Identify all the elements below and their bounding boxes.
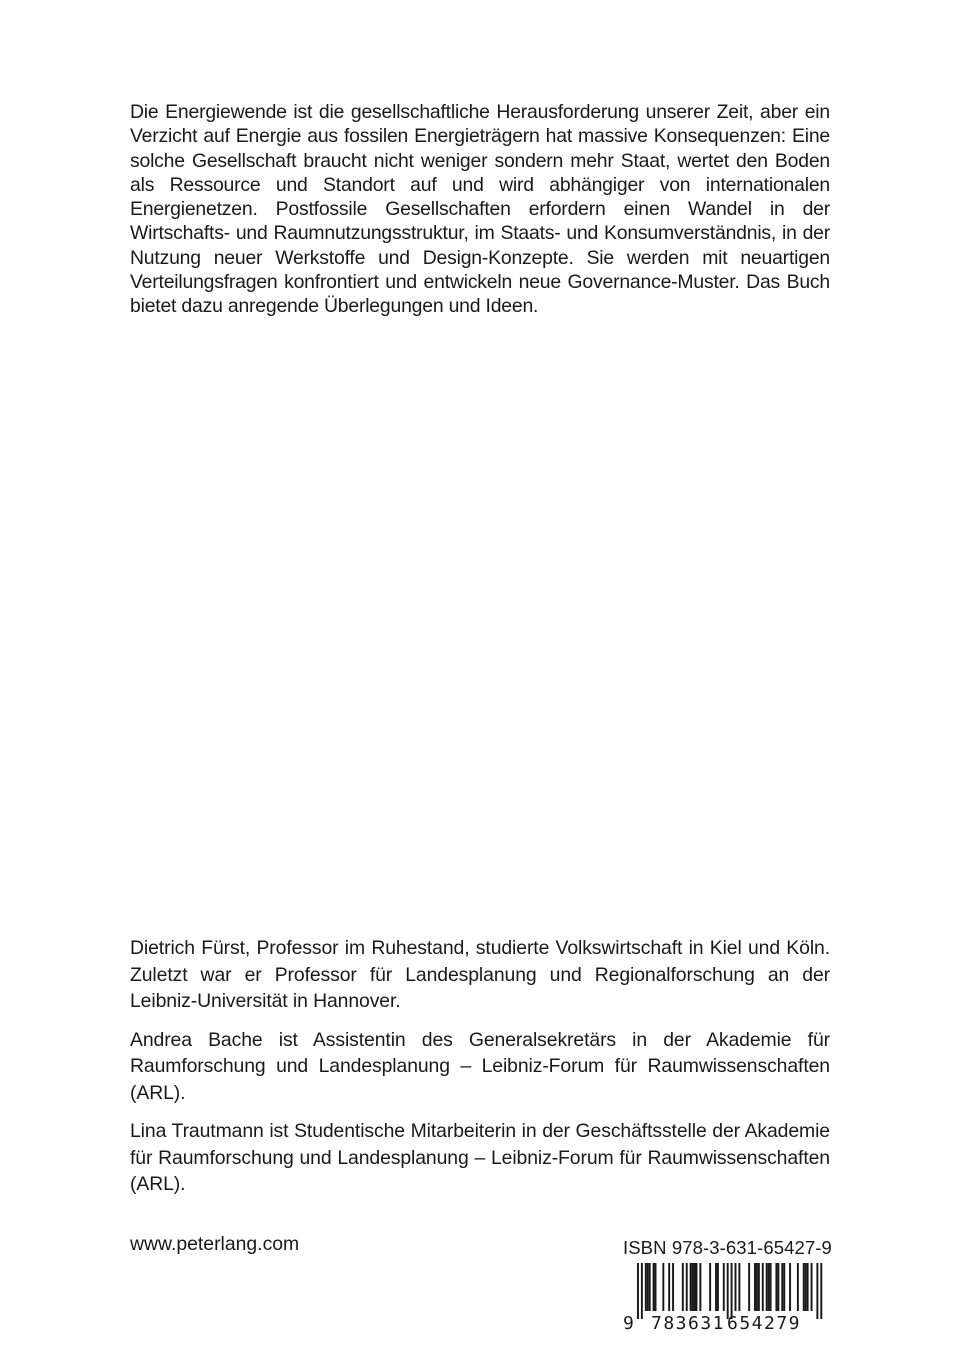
- barcode-bar: [766, 1263, 768, 1311]
- barcode-bar: [738, 1263, 740, 1311]
- publisher-website: www.peterlang.com: [130, 1233, 300, 1255]
- barcode-bar: [649, 1263, 651, 1311]
- barcode-bar: [807, 1263, 809, 1311]
- barcode-bar: [653, 1263, 655, 1311]
- barcode-bar: [682, 1263, 684, 1311]
- barcode-bar: [754, 1263, 756, 1311]
- barcode-bar: [756, 1263, 758, 1311]
- isbn-label: ISBN 978-3-631-65427-9: [623, 1237, 832, 1258]
- barcode-bar: [709, 1263, 711, 1311]
- barcode-bar: [715, 1263, 717, 1311]
- barcode-bar: [820, 1263, 822, 1319]
- barcode-bar: [672, 1263, 674, 1311]
- barcode-bar: [645, 1263, 647, 1311]
- barcode-digits-right: 654279: [727, 1313, 802, 1334]
- barcode-bar: [735, 1263, 737, 1311]
- barcode-digits-left: 783631: [651, 1313, 726, 1334]
- barcode-bar: [775, 1263, 777, 1311]
- barcode-bar: [692, 1263, 694, 1311]
- author-bio-fuerst: Dietrich Fürst, Professor im Ruhestand, studierte Volkswirtschaft in Kiel und Köln. Zuletzt war er Professor für Landesplanung und Regionalforschung an der Leibniz-Universität in Hannover.: [130, 937, 830, 1012]
- barcode-bar: [758, 1263, 760, 1311]
- barcode-bar: [637, 1263, 639, 1319]
- barcode-bar: [641, 1263, 643, 1319]
- author-bio-trautmann: Lina Trautmann ist Studentische Mitarbeiterin in der Geschäftsstelle der Akademie für Raumforschung und Landesplanung – Leibniz-Forum für Raumwissenschaften (ARL).: [130, 1120, 830, 1195]
- author-bios: [130, 935, 830, 1210]
- barcode-bar: [686, 1263, 688, 1311]
- barcode-bar: [647, 1263, 649, 1311]
- barcode-image: [615, 1233, 830, 1360]
- barcode-bar: [783, 1263, 785, 1311]
- barcode-bar: [805, 1263, 807, 1311]
- barcode-bar: [777, 1263, 779, 1311]
- barcode-bar: [662, 1263, 664, 1311]
- barcode-bar: [696, 1263, 698, 1311]
- back-cover-blurb: Die Energiewende ist die gesellschaftliche Herausforderung unserer Zeit, aber ein Verzicht auf Energie aus fossilen Energieträgern hat massive Konsequenzen: Eine solche Gesellschaft braucht nicht weniger sondern mehr Staat, wertet den Boden als Ressource und Standort auf und wird abhängiger von internationalen Energienetzen. Postfossile Gesellschaften erfordern einen Wandel in der Wirtschafts- und Raumnutzungsstruktur, im Staats- und Konsumverständnis, in der Nutzung neuer Werkstoffe und Design-Konzepte. Sie werden mit neuartigen Verteilungsfragen konfrontiert und entwickeln neue Governance-Muster. Das Buch bietet dazu anregende Überlegungen und Ideen.: [130, 101, 830, 318]
- barcode-bar: [717, 1263, 719, 1311]
- barcode-bar: [699, 1263, 701, 1311]
- barcode-bar: [668, 1263, 670, 1311]
- isbn-barcode-block: [615, 1233, 830, 1360]
- barcode-bar: [762, 1263, 764, 1311]
- barcode-bar: [727, 1263, 729, 1319]
- barcode-bar: [731, 1263, 733, 1319]
- barcode-bar: [690, 1263, 692, 1311]
- barcode-bar: [748, 1263, 750, 1311]
- barcode-bar: [781, 1263, 783, 1311]
- barcode-bar: [797, 1263, 799, 1311]
- barcode-bars: [637, 1263, 822, 1319]
- barcode-bar: [768, 1263, 770, 1311]
- barcode-bar: [789, 1263, 791, 1311]
- author-bio-bache: Andrea Bache ist Assistentin des Generalsekretärs in der Akademie für Raumforschung und Landesplanung – Leibniz-Forum für Raumwissenschaften (ARL).: [130, 1028, 830, 1104]
- barcode-bar: [723, 1263, 725, 1311]
- barcode-digit-lead: 9: [623, 1313, 634, 1334]
- barcode-bar: [655, 1263, 657, 1311]
- barcode-bar: [816, 1263, 818, 1319]
- barcode-bar: [694, 1263, 696, 1311]
- barcode-bar: [811, 1263, 813, 1311]
- barcode-bar: [803, 1263, 805, 1311]
- barcode-bar: [770, 1263, 772, 1311]
